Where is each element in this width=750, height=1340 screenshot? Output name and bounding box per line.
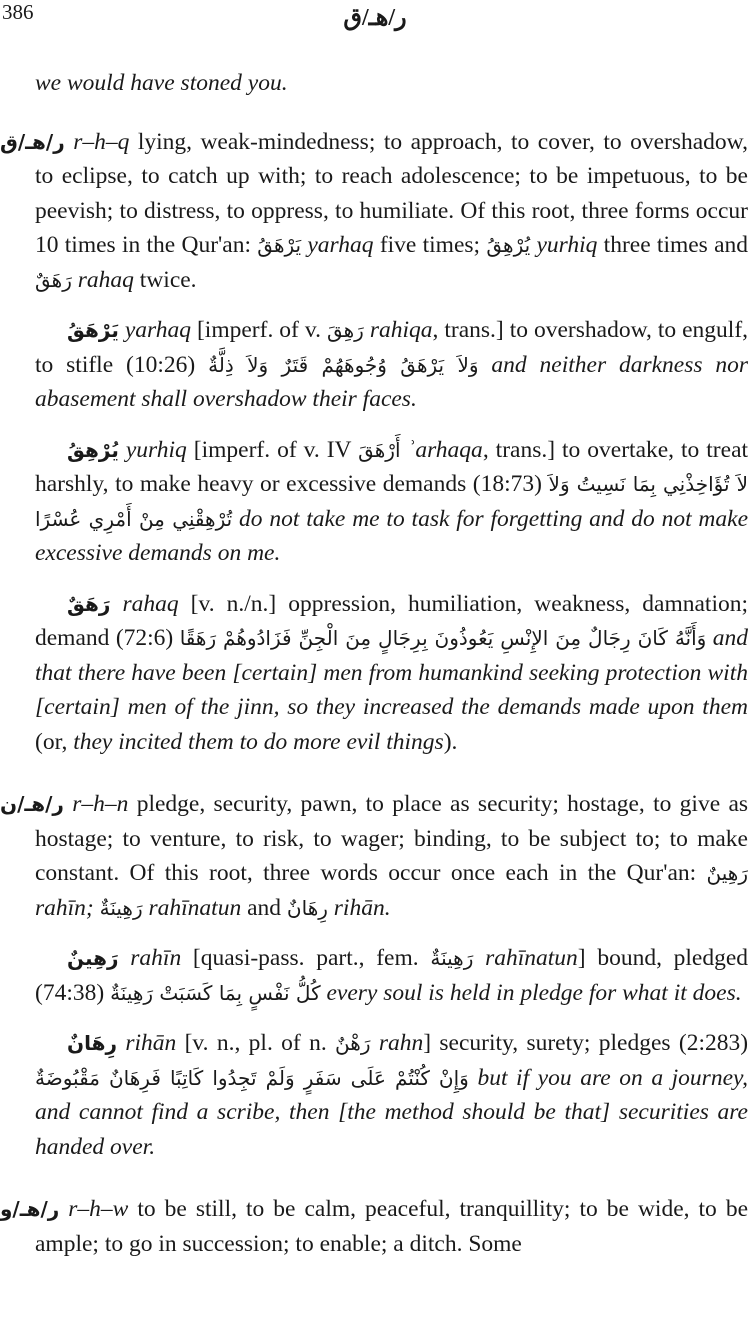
- alternative-suffix: ).: [443, 728, 458, 755]
- root-definition: to be still, to be calm, peaceful, tranquillity; to be wide, to be ample; to go in succession; to enable; a ditch. Some: [35, 1196, 748, 1257]
- quote-translation: and neither darkness nor abasement shall overshadow their faces.: [35, 351, 749, 412]
- headword-arabic: رِهَانٌ: [67, 1031, 117, 1055]
- grammar-note: [v. n., pl. of n.: [184, 1030, 327, 1056]
- gloss: , trans.] to overtake, to treat harshly, to make heavy or excessive demands (18:73): [35, 436, 749, 497]
- form-translit: rahaq: [77, 266, 134, 293]
- form-count: five times;: [379, 232, 481, 258]
- headword-arabic: رَهَقٌ: [67, 591, 111, 616]
- gloss: [v. n./n.] oppression, humiliation, weakness, damnation; demand (72:6): [35, 590, 748, 651]
- grammar-note: [imperf. of v.: [196, 317, 321, 343]
- form-translit: rihān.: [333, 894, 391, 921]
- root-translit: r–h–n: [72, 791, 129, 817]
- quran-quote-arabic: وَإِنْ كُنْتُمْ عَلَى سَفَرٍ وَلَمْ تَجِدُوا كَاتِبًا فَرِهَانٌ مَقْبُوضَةٌ: [35, 1065, 469, 1090]
- grammar-note: [quasi-pass. part., fem.: [192, 945, 419, 971]
- quote-translation: and that there have been [certain] men from humankind seeking protection with [certain] men of the jinn, so they increased the demands made upon them: [35, 625, 749, 720]
- feminine-translit: rahīnatun: [485, 945, 578, 971]
- alternative-prefix: (or,: [35, 728, 68, 755]
- form-translit: rahīnatun: [148, 894, 242, 921]
- verb-arabic: أَرْهَقَ: [358, 437, 401, 462]
- headword-arabic: يُرْهِقُ: [67, 437, 119, 462]
- headword-translit: rihān: [125, 1030, 177, 1056]
- quran-quote-arabic: كُلُّ نَفْسٍ بِمَا كَسَبَتْ رَهِينَةٌ: [110, 980, 321, 1005]
- form-translit: rahīn;: [35, 894, 94, 921]
- form-arabic: رَهِينٌ: [706, 861, 748, 885]
- form-translit: yurhiq: [536, 232, 598, 258]
- gloss: , trans.] to overshadow, to engulf, to stifle (10:26): [35, 317, 749, 378]
- subentry-rihan: [0, 1026, 750, 1164]
- form-arabic: رَهَقٌ: [35, 267, 72, 292]
- form-count: three times and: [603, 232, 749, 258]
- root-definition: pledge, security, pawn, to place as security; hostage, to give as hostage; to venture, to risk, to wager; binding, to be subject to; to make constant. Of this root, three words occur once each in the Qur'an:: [35, 791, 749, 886]
- feminine-arabic: رَهِينَةٌ: [430, 946, 474, 970]
- form-arabic: يَرْهَقُ: [257, 233, 302, 257]
- page-number: 386: [2, 0, 34, 24]
- verb-translit: ʾarhaqa: [407, 436, 483, 463]
- quran-quote-arabic: وَلاَ يَرْهَقُ وُجُوهَهُمْ قَتَرٌ وَلاَ ذِلَّةٌ: [208, 352, 479, 377]
- gloss: ] bound, pledged (74:38): [35, 945, 749, 1006]
- root-translit: r–h–w: [68, 1196, 129, 1222]
- root-arabic: ر/هـ/ق: [0, 129, 65, 154]
- continuation-text: we would have stoned you.: [35, 70, 288, 96]
- form-translit: yarhaq: [307, 232, 374, 258]
- root-definition: lying, weak-mindedness; to approach, to cover, to overshadow, to eclipse, to catch up with; to reach adolescence; to be impetuous, to be peevish; to distress, to oppress, to humiliate. Of this root, three forms occur 10 times in the Qur'an:: [35, 128, 748, 258]
- verb-arabic: رَهِقَ: [326, 318, 364, 342]
- form-arabic: رِهَانٌ: [286, 895, 328, 920]
- subentry-rahaq: [0, 587, 750, 760]
- root-arabic: ر/هـ/و: [0, 1197, 60, 1221]
- headword-arabic: رَهِينٌ: [67, 946, 119, 970]
- root-entry-rhn: [0, 787, 750, 925]
- headword-translit: yurhiq: [125, 436, 187, 463]
- gloss: ] security, surety; pledges (2:283): [423, 1030, 749, 1056]
- quran-quote-arabic: لاَ تُؤَاخِذْنِي بِمَا نَسِيتُ وَلاَ تُرْهِقْنِي مِنْ أَمْرِي عُسْرًا: [35, 472, 748, 531]
- root-arabic: ر/هـ/ن: [0, 792, 64, 816]
- connector-text: and: [247, 894, 282, 921]
- root-entry-rhq: [0, 125, 750, 298]
- noun-translit: rahn: [378, 1030, 424, 1056]
- headword-translit: rahīn: [130, 945, 182, 971]
- subentry-yarhaq: [0, 313, 750, 417]
- form-arabic: يُرْهِقُ: [486, 233, 531, 257]
- running-head: ر/هـ/ق: [343, 5, 407, 31]
- subentry-yurhiq: [0, 433, 750, 571]
- quote-translation: every soul is held in pledge for what it does.: [326, 979, 742, 1006]
- alternative-translation: they incited them to do more evil things: [73, 728, 444, 755]
- headword-arabic: يَرْهَقُ: [67, 318, 119, 342]
- dictionary-content: [0, 66, 750, 1277]
- root-translit: r–h–q: [73, 128, 130, 155]
- headword-translit: rahaq: [122, 590, 179, 617]
- form-arabic: رَهِينَةٌ: [99, 895, 143, 920]
- root-entry-rhw: [0, 1192, 750, 1261]
- quote-translation: do not take me to task for forgetting and do not make excessive demands on me.: [35, 505, 749, 566]
- quote-translation: but if you are on a journey, and cannot find a scribe, then [the method should be that] securities are handed over.: [35, 1064, 749, 1160]
- verb-translit: rahiqa: [369, 317, 433, 343]
- form-count: twice.: [139, 266, 197, 293]
- grammar-note: [imperf. of v. IV: [193, 436, 352, 463]
- quran-quote-arabic: وَأَنَّهُ كَانَ رِجَالٌ مِنَ الإِنْسِ يَعُوذُونَ بِرِجَالٍ مِنَ الْجِنِّ فَزَادُوهُمْ رَهَقًا: [179, 626, 707, 650]
- headword-translit: yarhaq: [124, 317, 191, 343]
- noun-arabic: رَهْنٌ: [335, 1031, 371, 1055]
- subentry-rahin: [0, 941, 750, 1010]
